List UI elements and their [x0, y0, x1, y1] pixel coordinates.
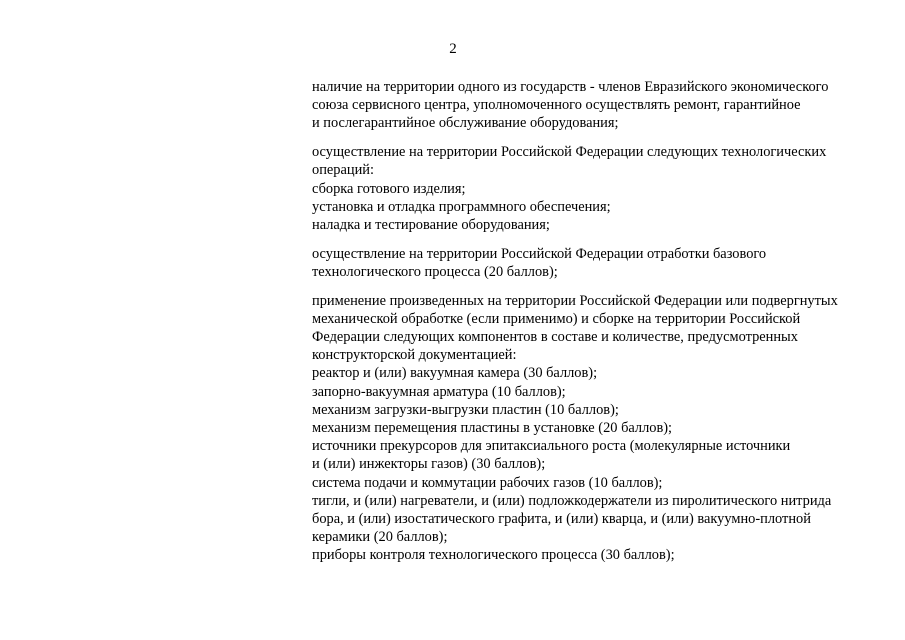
text-line: запорно-вакуумная арматура (10 баллов);: [312, 383, 566, 400]
text-line: установка и отладка программного обеспечения;: [312, 198, 611, 215]
text-line: применение произведенных на территории Российской Федерации или подвергнутых: [312, 292, 838, 309]
text-line: приборы контроля технологического процесса (30 баллов);: [312, 547, 675, 564]
text-line: сборка готового изделия;: [312, 180, 466, 197]
paragraph-base-process: [312, 245, 892, 281]
text-line: керамики (20 баллов);: [312, 529, 448, 546]
text-line: механизм перемещения пластины в установке (20 баллов);: [312, 419, 673, 436]
paragraph-service-center: [312, 78, 892, 133]
text-line: система подачи и коммутации рабочих газов (10 баллов);: [312, 474, 663, 491]
text-line: Федерации следующих компонентов в составе и количестве, предусмотренных: [312, 328, 798, 345]
paragraph-technological-operations: [312, 143, 892, 234]
page-number: 2: [449, 41, 457, 57]
text-line: наладка и тестирование оборудования;: [312, 216, 550, 233]
text-line: наличие на территории одного из государств - членов Евразийского экономического: [312, 79, 829, 95]
text-line: механизм загрузки-выгрузки пластин (10 баллов);: [312, 401, 619, 418]
paragraph-components: [312, 292, 892, 565]
text-line: источники прекурсоров для эпитаксиального роста (молекулярные источники: [312, 438, 791, 455]
text-line: осуществление на территории Российской Федерации следующих технологических: [312, 144, 827, 161]
text-line: и послегарантийное обслуживание оборудования;: [312, 115, 619, 132]
text-line: конструкторской документацией:: [312, 347, 517, 364]
text-line: союза сервисного центра, уполномоченного осуществлять ремонт, гарантийное: [312, 97, 801, 114]
text-line: бора, и (или) изостатического графита, и (или) кварца, и (или) вакуумно-плотной: [312, 510, 811, 527]
text-line: механической обработке (если применимо) и сборке на территории Российской: [312, 310, 801, 327]
text-line: операций:: [312, 162, 374, 179]
text-line: осуществление на территории Российской Федерации отработки базового: [312, 245, 767, 262]
text-line: технологического процесса (20 баллов);: [312, 263, 558, 280]
text-line: тигли, и (или) нагреватели, и (или) подложкодержатели из пиролитического нитрида: [312, 492, 832, 509]
text-line: и (или) инжекторы газов) (30 баллов);: [312, 456, 546, 473]
text-line: реактор и (или) вакуумная камера (30 баллов);: [312, 365, 598, 382]
document-body: [312, 78, 892, 565]
